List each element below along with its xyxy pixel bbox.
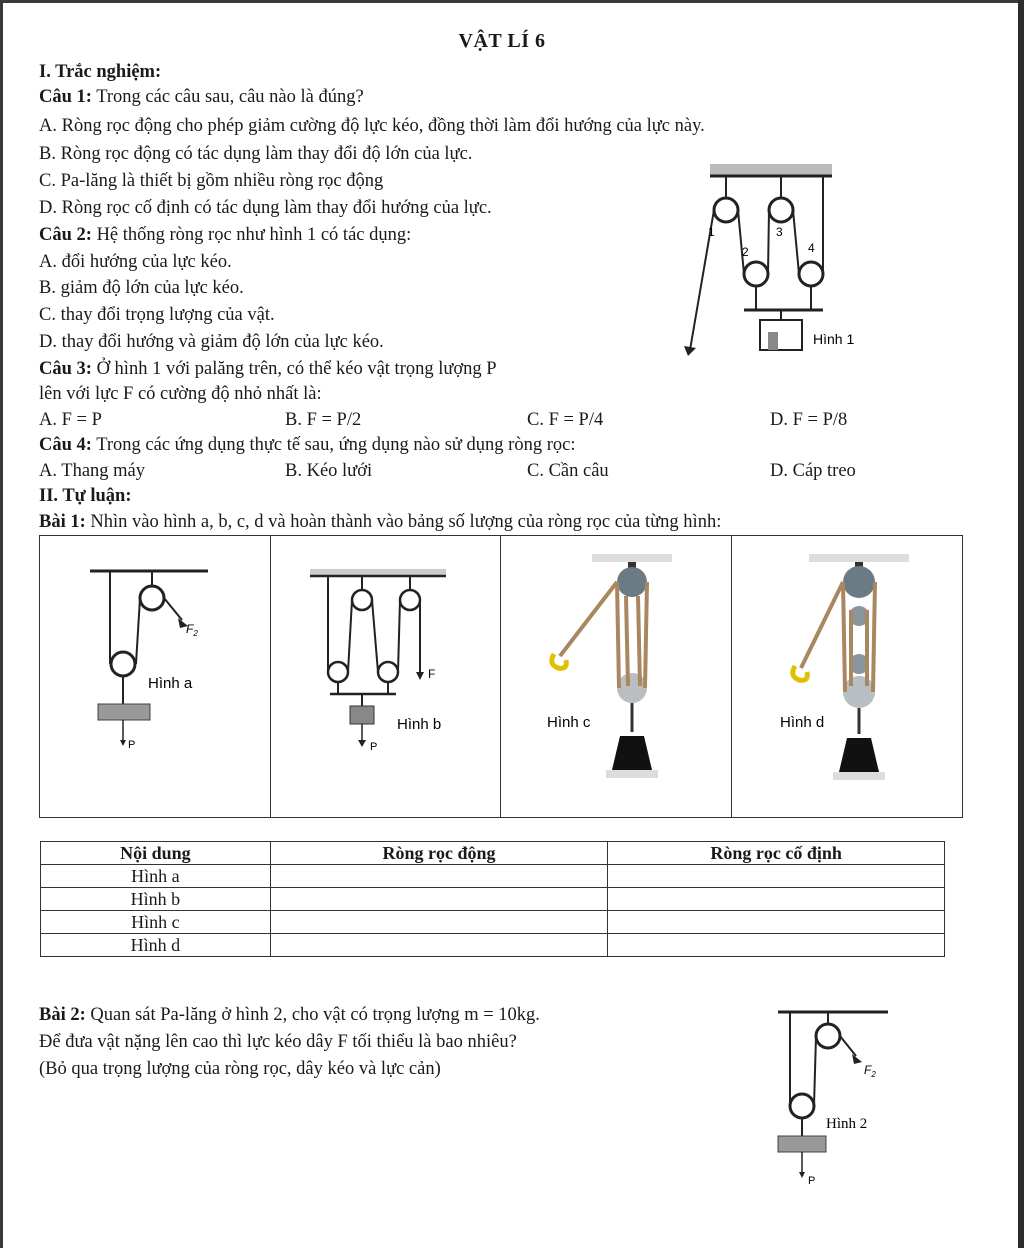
- question-1-label: Câu 1:: [39, 87, 92, 107]
- figure-2-movable-pulley: [790, 1094, 814, 1118]
- question-4-label: Câu 4:: [39, 435, 92, 455]
- table-header-row: [41, 842, 945, 865]
- table-cell-movable[interactable]: [270, 865, 608, 888]
- question-2-text: Hệ thống ròng rọc như hình 1 có tác dụng:: [91, 225, 412, 245]
- exercise-1: [39, 511, 721, 533]
- section-1-heading: I. Trắc nghiệm:: [39, 62, 162, 82]
- q1-option-a: A. Ròng rọc động cho phép giảm cường độ lực kéo, đồng thời làm đổi hướng của lực này.: [39, 116, 705, 136]
- figure-2-weight-label: P: [808, 1175, 816, 1187]
- exercise-2-line3: (Bỏ qua trọng lượng của ròng rọc, dây kéo và lực cản): [39, 1059, 441, 1079]
- load-block: [760, 320, 802, 350]
- figure-2-fixed-pulley: [816, 1024, 840, 1048]
- pulley-count-table: [40, 841, 945, 957]
- ceiling-hatch: [710, 164, 832, 176]
- exercise-2: [39, 1004, 540, 1026]
- figure-a-weight: [98, 704, 150, 720]
- question-3: [39, 358, 497, 380]
- section-2-heading: II. Tự luận:: [39, 486, 132, 506]
- figure-b-caption: Hình b: [397, 716, 442, 733]
- figure-1-caption: Hình 1: [813, 331, 855, 347]
- table-header-content: Nội dung: [41, 842, 271, 865]
- table-cell-movable[interactable]: [270, 934, 608, 957]
- table-header-fixed: Ròng rọc cố định: [608, 842, 945, 865]
- q3-option-a: A. F = P: [39, 410, 102, 430]
- q3-option-d: D. F = P/8: [770, 410, 848, 430]
- q1-option-c: C. Pa-lăng là thiết bị gồm nhiều ròng rọc động: [39, 171, 384, 191]
- figure-b-fixed-pulley-1: [352, 590, 372, 610]
- q1-option-b: B. Ròng rọc động có tác dụng làm thay đổi độ lớn của lực.: [39, 144, 473, 164]
- page-title: VẬT LÍ 6: [458, 30, 546, 52]
- movable-pulley-2: [799, 262, 823, 286]
- figure-c-bottom-pulley: [617, 673, 647, 703]
- figure-c-pulleys: [500, 536, 731, 817]
- table-header-movable: Ròng rọc động: [270, 842, 608, 865]
- question-4-text: Trong các ứng dụng thực tế sau, ứng dụng nào sử dụng ròng rọc:: [91, 435, 576, 455]
- q3-option-c: C. F = P/4: [527, 410, 604, 430]
- page-border-left: [0, 0, 3, 1248]
- pulley-number-2: 2: [742, 245, 749, 259]
- question-3-label: Câu 3:: [39, 359, 92, 379]
- figure-d-hook: [793, 666, 808, 680]
- table-cell-figure: Hình d: [41, 934, 271, 957]
- question-3-text-line2: lên với lực F có cường độ nhỏ nhất là:: [39, 384, 322, 404]
- figure-d-top-pulley: [843, 566, 875, 598]
- table-cell-fixed[interactable]: [608, 888, 945, 911]
- question-3-text: Ở hình 1 với palăng trên, có thể kéo vật trọng lượng P: [91, 359, 497, 379]
- figure-a-force-label: $F_2$: [186, 622, 198, 638]
- figure-d-pulleys: [731, 536, 962, 817]
- table-cell-figure: Hình c: [41, 911, 271, 934]
- figure-b-cell: [270, 536, 501, 817]
- figure-a-cell: [40, 536, 271, 817]
- table-row: [41, 888, 945, 911]
- table-cell-fixed[interactable]: [608, 934, 945, 957]
- fixed-pulley-1: [714, 198, 738, 222]
- q4-option-a: A. Thang máy: [39, 461, 146, 481]
- table-row: [41, 934, 945, 957]
- question-2: [39, 224, 411, 246]
- figure-c-caption: Hình c: [547, 714, 591, 731]
- figure-d-cell: [731, 536, 962, 817]
- q3-option-b: B. F = P/2: [285, 410, 362, 430]
- figure-c-top-pulley: [617, 567, 647, 597]
- question-1: [39, 86, 364, 108]
- figure-c-cell: [500, 536, 732, 817]
- figure-2-weight: [778, 1136, 826, 1152]
- exercise-2-label: Bài 2:: [39, 1005, 86, 1025]
- page-border-top: [0, 0, 1024, 3]
- figure-c-hook: [552, 654, 567, 668]
- figure-b-movable-pulley-1: [328, 662, 348, 682]
- table-cell-fixed[interactable]: [608, 911, 945, 934]
- figure-b-force-label: F: [428, 667, 436, 681]
- figure-b-pulleys: [270, 536, 500, 817]
- figure-a-pulleys: [40, 536, 270, 817]
- figure-2-caption: Hình 2: [826, 1116, 868, 1132]
- pull-arrow: [684, 346, 696, 356]
- q4-option-c: C. Cần câu: [527, 461, 609, 481]
- figure-c-weight: [612, 736, 652, 770]
- figure-a-caption: Hình a: [148, 675, 193, 692]
- table-cell-movable[interactable]: [270, 911, 608, 934]
- figures-a-d-box: [39, 535, 963, 818]
- figure-2-force-label: $F_2$: [864, 1063, 876, 1079]
- q1-option-d: D. Ròng rọc cố định có tác dụng làm thay đổi hướng của lực.: [39, 198, 492, 218]
- q2-option-c: C. thay đổi trọng lượng của vật.: [39, 305, 275, 325]
- table-row: [41, 911, 945, 934]
- question-2-label: Câu 2:: [39, 225, 92, 245]
- figure-2-pulleys: [760, 1002, 910, 1202]
- figure-b-fixed-pulley-2: [400, 590, 420, 610]
- table-cell-fixed[interactable]: [608, 865, 945, 888]
- figure-b-movable-pulley-2: [378, 662, 398, 682]
- fixed-pulley-2: [769, 198, 793, 222]
- exercise-1-label: Bài 1:: [39, 512, 86, 532]
- movable-pulley-1: [744, 262, 768, 286]
- pulley-number-1: 1: [708, 225, 715, 239]
- question-1-text: Trong các câu sau, câu nào là đúng?: [91, 87, 364, 107]
- table-cell-figure: Hình b: [41, 888, 271, 911]
- figure-b-weight: [350, 706, 374, 724]
- q2-option-b: B. giảm độ lớn của lực kéo.: [39, 278, 244, 298]
- table-row: [41, 865, 945, 888]
- figure-a-fixed-pulley: [140, 586, 164, 610]
- figure-a-weight-label: P: [128, 739, 136, 751]
- table-cell-movable[interactable]: [270, 888, 608, 911]
- page-border-right: [1018, 0, 1024, 1248]
- table-cell-figure: Hình a: [41, 865, 271, 888]
- exercise-1-text: Nhìn vào hình a, b, c, d và hoàn thành vào bảng số lượng của ròng rọc của từng hình:: [85, 512, 722, 532]
- q4-option-b: B. Kéo lưới: [285, 461, 373, 481]
- q2-option-a: A. đổi hướng của lực kéo.: [39, 252, 232, 272]
- question-4: [39, 434, 575, 456]
- q4-option-d: D. Cáp treo: [770, 461, 856, 481]
- figure-d-weight: [839, 738, 879, 772]
- exercise-2-line2: Để đưa vật nặng lên cao thì lực kéo dây F tối thiểu là bao nhiêu?: [39, 1032, 517, 1052]
- figure-a-movable-pulley: [111, 652, 135, 676]
- exercise-2-text: Quan sát Pa-lăng ở hình 2, cho vật có trọng lượng m = 10kg.: [85, 1005, 540, 1025]
- q2-option-d: D. thay đổi hướng và giảm độ lớn của lực kéo.: [39, 332, 384, 352]
- pulley-number-3: 3: [776, 225, 783, 239]
- figure-1-pulley-system: [680, 160, 880, 360]
- figure-d-caption: Hình d: [780, 714, 825, 731]
- figure-b-weight-label: P: [370, 741, 378, 753]
- pulley-number-4: 4: [808, 241, 815, 255]
- figure-d-bottom-pulley: [843, 676, 875, 708]
